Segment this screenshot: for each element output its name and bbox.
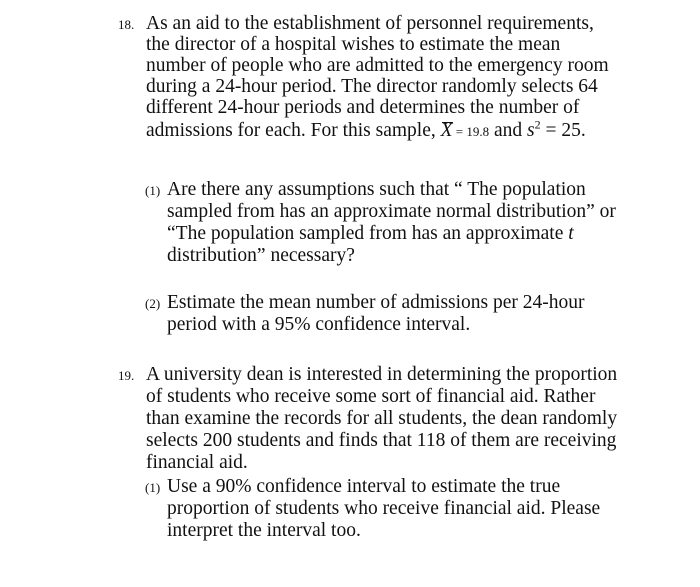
line-6-prefix: admissions for each. For this sample,	[146, 120, 441, 141]
p19-part-1-line-1: Use a 90% confidence interval to estimate the true	[167, 476, 561, 497]
and-text: and	[489, 120, 528, 141]
t-symbol: t	[568, 223, 574, 244]
x-bar-symbol: X	[440, 120, 453, 141]
problem-18-line-5: different 24-hour periods and determines the number of	[146, 97, 580, 118]
problem-18-line-6	[146, 117, 586, 142]
p19-part-1-line-2: proportion of students who receive financial aid. Please	[167, 498, 601, 519]
part-1-label: (1)	[145, 183, 161, 198]
part-1-line-4: distribution” necessary?	[167, 245, 355, 266]
problem-19-line-3: than examine the records for all students, the dean randomly	[146, 408, 618, 429]
part-2-label: (2)	[145, 296, 161, 311]
problem-18-line-4: during a 24-hour period. The director randomly selects 64	[146, 76, 598, 97]
part-2-line-1: Estimate the mean number of admissions per 24-hour	[167, 292, 585, 313]
problem-19-line-2: of students who receive some sort of financial aid. Rather	[146, 386, 596, 407]
problem-19-line-4: selects 200 students and finds that 118 of them are receiving	[146, 430, 617, 451]
problem-18-line-1: As an aid to the establishment of personnel requirements,	[146, 13, 594, 34]
x-bar-value: = 19.8	[452, 124, 490, 139]
p19-part-1-line-3: interpret the interval too.	[167, 520, 361, 541]
s-exponent: 2	[534, 117, 541, 132]
problem-18-line-3: number of people who are admitted to the emergency room	[146, 55, 609, 76]
problem-19-number: 19.	[118, 368, 135, 383]
problem-18-number: 18.	[118, 17, 135, 32]
s-symbol: s	[527, 120, 535, 141]
part-1-line-3-prefix: “The population sampled from has an approximate	[167, 223, 569, 244]
s2-value: = 25.	[540, 120, 586, 141]
part-1-line-3	[167, 223, 574, 244]
part-1-line-2: sampled from has an approximate normal distribution” or	[167, 201, 616, 222]
problem-19-line-1: A university dean is interested in determining the proportion	[146, 364, 618, 385]
part-2-line-2: period with a 95% confidence interval.	[167, 314, 471, 335]
problem-18-line-2: the director of a hospital wishes to estimate the mean	[146, 34, 561, 55]
problem-19-line-5: financial aid.	[146, 452, 248, 473]
p19-part-1-label: (1)	[145, 480, 161, 495]
part-1-line-1: Are there any assumptions such that “ The population	[167, 179, 586, 200]
